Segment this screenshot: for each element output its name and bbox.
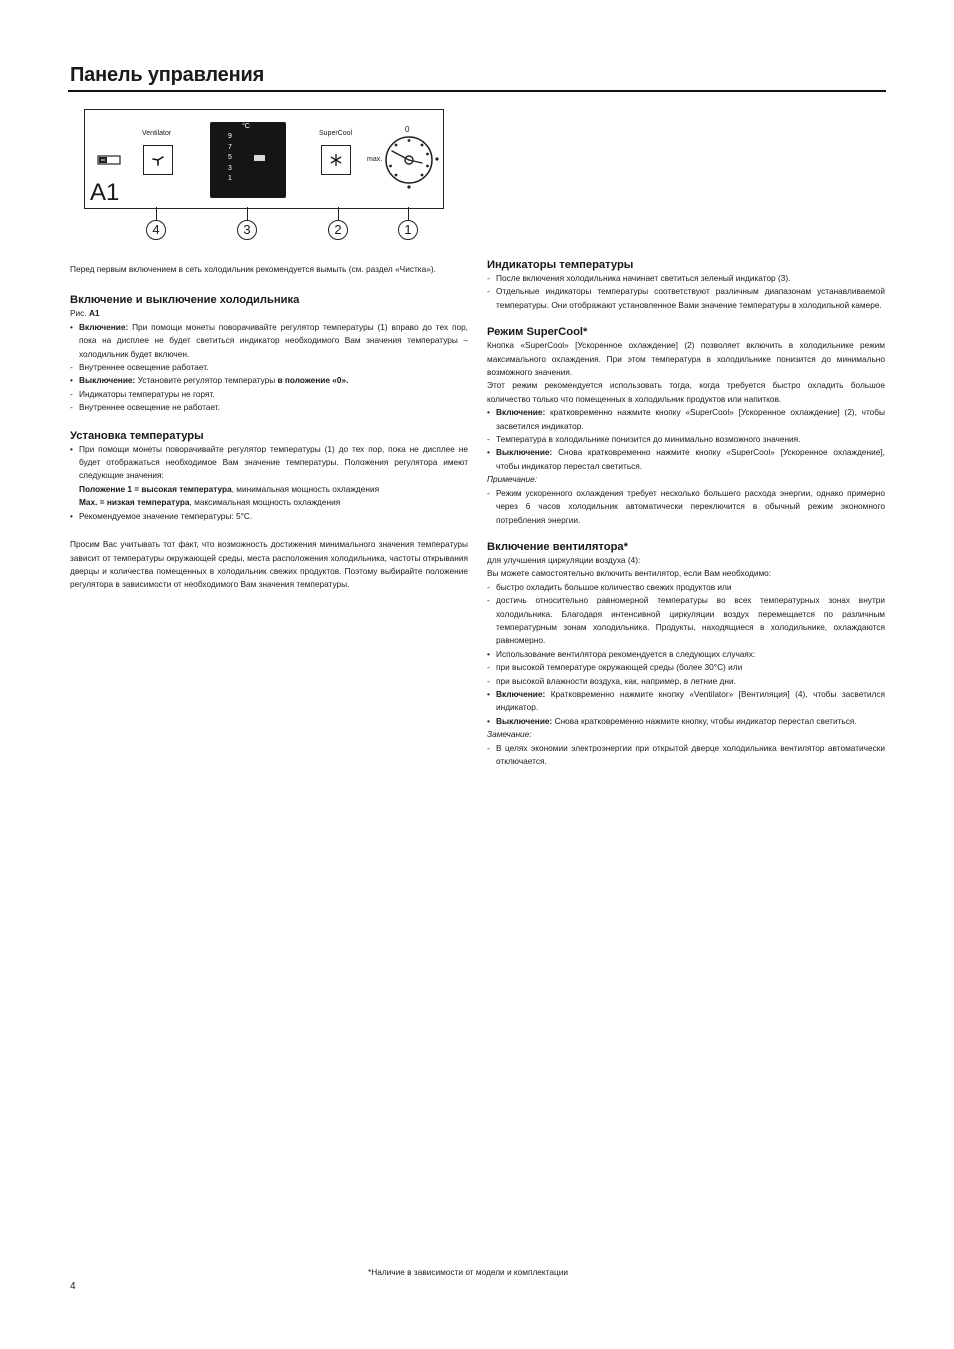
callout-leader (156, 207, 157, 220)
max-bold: Max. = низкая температура (79, 497, 190, 508)
section-heading-supercool: Режим SuperCool* (487, 326, 588, 339)
section-heading-on-off: Включение и выключение холодильника (70, 294, 300, 307)
callout-leader (408, 207, 409, 220)
supercool-paragraph: Этот режим рекомендуется использовать тогда, когда требуется быстро охладить большое количество только что помещенных в холодильник продуктов или напитков. (487, 380, 885, 404)
on-text: Кратковременно нажмите кнопку «Ventilator» [Вентиляция] (4), чтобы засветился индикатор. (496, 688, 885, 713)
dial-zero-label: 0 (405, 125, 410, 134)
supercool-paragraph: Кнопка «SuperCool» [Ускоренное охлаждение] (2) позволяет включить в холодильнике режим максимального охлаждения. При этом температура в холодильнике понизится до минимально возможного значения. (487, 340, 885, 378)
list-item: - После включения холодильника начинает светиться зеленый индикатор (3). (487, 273, 791, 283)
off-label: Выключение: (496, 715, 553, 726)
fan-reason: быстро охладить большое количество свежих продуктов или (496, 581, 732, 592)
indicator-text: После включения холодильника начинает светиться зеленый индикатор (3). (496, 273, 791, 283)
scale-value: 7 (228, 143, 232, 151)
section-heading-fan: Включение вентилятора* (487, 540, 629, 553)
temperature-dial[interactable] (384, 133, 442, 191)
off-text: Снова кратковременно нажмите кнопку, чтобы индикатор перестал светиться. (554, 715, 857, 726)
list-item: • Включение: При помощи монеты поворачивайте регулятор температуры (1) вправо до тех пор, пока на дисплее не будет светиться индикатор необходимого Вам значения температуры – холодильник будет включен. (70, 321, 468, 359)
off-text: Установите регулятор температуры (137, 375, 276, 386)
list-item: - при высокой температуре окружающей среды (более 30°C) или (487, 662, 743, 673)
scale-value: 5 (228, 154, 232, 161)
note-label: Замечание: (487, 729, 532, 740)
indicator-text: Отдельные индикаторы температуры соответствуют различным диапазонам устанавливаемой температуры. Они отображают установленное Вами значение температуры в холодильной камере. (496, 286, 885, 310)
supercool-label: SuperCool (319, 130, 353, 137)
list-item: • Рекомендуемое значение температуры: 5°C. (70, 510, 253, 521)
position-line (70, 483, 468, 496)
list-item: • При помощи монеты поворачивайте регулятор температуры (1) до тех пор, пока не дисплее не будет отображаться необходимое Вам значение температуры. Положения регулятора имеют следующие значения: (70, 443, 468, 481)
on-text: кратковременно нажмите кнопку «SuperCool» [Ускоренное охлаждение] (2), чтобы засветился индикатор. (496, 407, 885, 431)
list-item: • Выключение: Снова кратковременно нажмите кнопку «SuperCool» [Ускоренное охлаждение], чтобы индикатор перестал светиться. (487, 447, 885, 471)
intro-text: Перед первым включением в сеть холодильник рекомендуется вымыть (см. раздел «Чистка»). (70, 264, 436, 274)
off-result: Индикаторы температуры не горят. (79, 388, 215, 399)
section-heading-temperature: Установка температуры (70, 429, 204, 442)
scale-value: 9 (228, 133, 232, 140)
pos1-bold: Положение 1 = высокая температура (79, 483, 232, 494)
on-result: Температура в холодильнике понизится до минимально возможного значения. (496, 434, 801, 445)
display-scale (228, 132, 232, 185)
list-item: - достичь относительно равномерной температуры во всех температурных зонах внутри холодильника. Благодаря интенсивной циркуляции воздух перемещается по различным температурным зонам холодильника. Продукты, находящиеся в холодильнике, охлаждаются равномерно. (487, 595, 885, 646)
set-temp-text: При помощи монеты поворачивайте регулятор температуры (1) до тех пор, пока не дисплее не будет отображаться необходимое Вам значение температуры. Положения регулятора имеют следующие значения: (79, 443, 468, 481)
display-unit: °C (242, 123, 250, 130)
list-item: • Включение: кратковременно нажмите кнопку «SuperCool» [Ускоренное охлаждение] (2), чтобы засветился индикатор. (487, 407, 885, 431)
off-text: Снова кратковременно нажмите кнопку «SuperCool» [Ускоренное охлаждение], чтобы индикатор перестал светиться. (496, 447, 885, 471)
figure-label: A1 (90, 179, 120, 206)
callout-1: 1 (398, 220, 418, 240)
scale-value: 1 (228, 175, 232, 182)
callout-4: 4 (146, 220, 166, 240)
list-item: - быстро охладить большое количество свежих продуктов или (487, 581, 732, 592)
list-item: - Режим ускоренного охлаждения требует несколько большего расхода энергии, однако примерно через 6 часов холодильник автоматически переключится в обычный режим экономного потребления энергии. (487, 487, 885, 525)
on-label: Включение: (79, 321, 129, 332)
list-item: • Включение: Кратковременно нажмите кнопку «Ventilator» [Вентиляция] (4), чтобы засветился индикатор. (487, 688, 885, 713)
list-item: - Внутреннее освещение не работает. (70, 402, 220, 413)
figure-callouts (146, 220, 426, 242)
fan-case: при высокой температуре окружающей среды (более 30°C) или (496, 662, 743, 673)
page-title: Панель управления (70, 64, 265, 86)
note-text: Режим ускоренного охлаждения требует несколько большего расхода энергии, однако примерно через 6 часов холодильник автоматически переключится в обычный режим экономного потребления энергии. (496, 487, 885, 525)
dial-max-label: max. (367, 156, 383, 163)
section-heading-indicators: Индикаторы температуры (487, 259, 634, 271)
footnote: *Наличие в зависимости от модели и комплектации (368, 1267, 568, 1277)
control-panel-figure (84, 109, 446, 211)
on-result: Внутреннее освещение работает. (79, 362, 209, 373)
right-column (487, 258, 885, 768)
page-number: 4 (70, 1281, 76, 1292)
list-item: - В целях экономии электроэнергии при открытой дверце холодильника вентилятор автоматически отключается. (487, 742, 885, 766)
max-rest: , максимальная мощность охлаждения (189, 497, 341, 508)
fan-paragraph: для улучшения циркуляции воздуха (4): (487, 554, 641, 565)
off-label: Выключение: (496, 447, 553, 458)
callout-3: 3 (237, 220, 257, 240)
title-rule (68, 90, 886, 92)
fan-recommendation: Использование вентилятора рекомендуется в следующих случаях: (496, 648, 756, 659)
fan-icon (151, 153, 165, 167)
on-text: При помощи монеты поворачивайте регулятор температуры (1) вправо до тех пор, пока на дисплее не будет светиться индикатор необходимого Вам значения температуры – холодильник будет включен. (79, 321, 468, 359)
recommended-temp: Рекомендуемое значение температуры: 5°C. (79, 510, 253, 521)
list-item: - Отдельные индикаторы температуры соответствуют различным диапазонам устанавливаемой температуры. Они отображают установленное Вами значение температуры в холодильной камере. (487, 286, 885, 310)
on-label: Включение: (496, 688, 546, 699)
alarm-indicator-icon (97, 155, 121, 165)
list-item: • Использование вентилятора рекомендуется в следующих случаях: (487, 648, 756, 659)
fig-ref: A1 (88, 308, 100, 319)
ventilator-label: Ventilator (142, 130, 172, 137)
supercool-button[interactable] (321, 145, 351, 175)
callout-leader (247, 207, 248, 220)
fan-reason: достичь относительно равномерной температуры во всех температурных зонах внутри холодильника. Благодаря интенсивной циркуляции воздух перемещается по различным температурным зонам холодильника. Продукты, находящиеся в холодильнике, охлаждаются равномерно. (496, 595, 885, 646)
ventilator-button[interactable] (143, 145, 173, 175)
temperature-led (254, 155, 265, 161)
on-label: Включение: (496, 407, 546, 418)
list-item: - Внутреннее освещение работает. (70, 362, 209, 373)
off-label: Выключение: (79, 375, 136, 386)
note-paragraph: Просим Вас учитывать тот факт, что возможность достижения минимального значения температуры зависит от температуры окружающей среды, места расположения холодильника, частоты открывания дверцы и количества помещенных в холодильник свежих продуктов. Поэтому выбирайте положение регулятора в зависимости от необходимого Вам значения температуры. (70, 539, 468, 590)
note-label: Примечание: (487, 474, 538, 485)
callout-leader (338, 207, 339, 220)
list-item: - при высокой влажности воздуха, как, например, в летние дни. (487, 675, 736, 686)
fig-prefix: Рис. (70, 308, 87, 319)
scale-value: 3 (228, 164, 232, 172)
list-item: - Индикаторы температуры не горят. (70, 388, 215, 399)
note-text: В целях экономии электроэнергии при открытой дверце холодильника вентилятор автоматически отключается. (496, 742, 885, 766)
figure-reference (70, 307, 468, 320)
off-position: в положение «0». (277, 375, 349, 386)
left-column (70, 263, 468, 592)
position-line (70, 496, 468, 509)
list-item: - Температура в холодильнике понизится до минимально возможного значения. (487, 434, 801, 445)
fan-paragraph: Вы можете самостоятельно включить вентилятор, если Вам необходимо: (487, 568, 772, 579)
callout-2: 2 (328, 220, 348, 240)
list-item: • Выключение: Установите регулятор температуры в положение «0». (70, 375, 349, 386)
pos1-rest: , минимальная мощность охлаждения (231, 483, 380, 494)
off-result: Внутреннее освещение не работает. (79, 402, 220, 413)
fan-case: при высокой влажности воздуха, как, например, в летние дни. (496, 675, 736, 686)
temperature-display (210, 122, 286, 198)
list-item: • Выключение: Снова кратковременно нажмите кнопку, чтобы индикатор перестал светиться. (487, 715, 857, 726)
snowflake-icon (329, 153, 343, 167)
